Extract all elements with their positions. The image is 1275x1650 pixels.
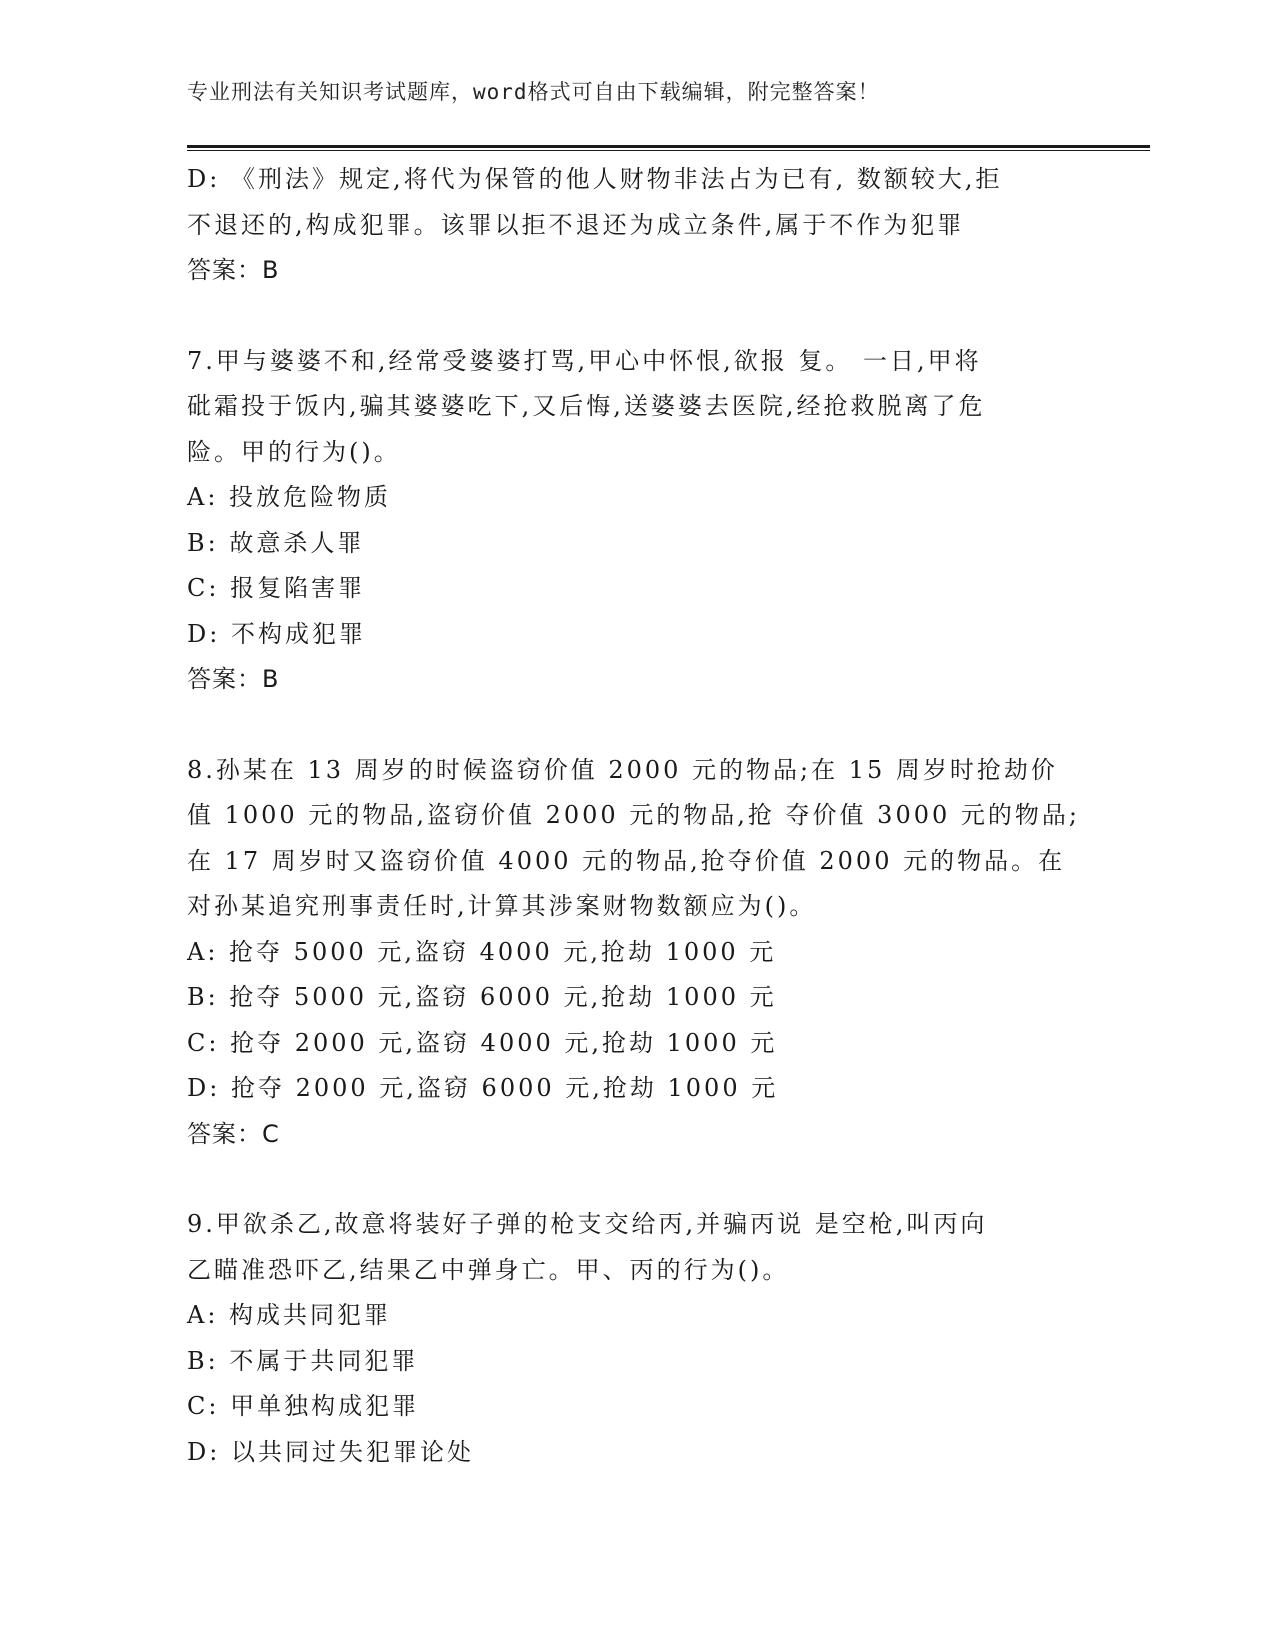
question-text-line: 7.甲与婆婆不和,经常受婆婆打骂,甲心中怀恨,欲报 复。 一日,甲将 <box>187 346 982 375</box>
option-b: B: 故意杀人罪 <box>187 528 365 557</box>
question-8 <box>187 748 1087 1158</box>
question-text-line: 8.孙某在 13 周岁的时候盗窃价值 2000 元的物品;在 15 周岁时抢劫价 <box>187 755 1058 784</box>
document-body <box>187 157 1087 1475</box>
page-header: 专业刑法有关知识考试题库，word格式可自由下载编辑，附完整答案！ <box>187 80 880 104</box>
option-d: D: 以共同过失犯罪论处 <box>187 1437 474 1466</box>
prev-question-tail <box>187 157 1087 294</box>
answer-label: 答案：B <box>187 256 280 284</box>
option-c: C: 报复陷害罪 <box>187 574 366 602</box>
option-a: A: 构成共同犯罪 <box>187 1301 392 1329</box>
option-d-line-2: 不退还的,构成犯罪。该罪以拒不退还为成立条件,属于不作为犯罪 <box>187 210 965 239</box>
option-a: A: 投放危险物质 <box>187 483 392 511</box>
question-text-line: 险。甲的行为()。 <box>187 437 401 466</box>
question-text-line: 9.甲欲杀乙,故意将装好子弹的枪支交给丙,并骗丙说 是空枪,叫丙向 <box>187 1210 988 1238</box>
question-text-line: 在 17 周岁时又盗窃价值 4000 元的物品,抢夺价值 2000 元的物品。在 <box>187 846 1066 875</box>
option-d-line-1: D: 《刑法》规定,将代为保管的他人财物非法占为已有, 数额较大,拒 <box>187 165 1003 193</box>
option-b: B: 不属于共同犯罪 <box>187 1346 419 1375</box>
question-text-line: 对孙某追究刑事责任时,计算其涉案财物数额应为()。 <box>187 892 817 920</box>
answer-label: 答案：B <box>187 665 280 693</box>
option-b: B: 抢夺 5000 元,盗窃 6000 元,抢劫 1000 元 <box>187 983 777 1011</box>
question-9 <box>187 1202 1087 1475</box>
option-c: C: 甲单独构成犯罪 <box>187 1392 420 1420</box>
question-text-line: 乙瞄准恐吓乙,结果乙中弹身亡。甲、丙的行为()。 <box>187 1255 790 1284</box>
option-d: D: 不构成犯罪 <box>187 619 366 648</box>
header-divider <box>187 145 1150 151</box>
question-7 <box>187 339 1087 703</box>
option-a: A: 抢夺 5000 元,盗窃 4000 元,抢劫 1000 元 <box>187 937 777 966</box>
option-d: D: 抢夺 2000 元,盗窃 6000 元,抢劫 1000 元 <box>187 1074 779 1102</box>
option-c: C: 抢夺 2000 元,盗窃 4000 元,抢劫 1000 元 <box>187 1028 778 1057</box>
question-text-line: 值 1000 元的物品,盗窃价值 2000 元的物品,抢 夺价值 3000 元的物品; <box>187 801 1080 829</box>
question-text-line: 砒霜投于饭内,骗其婆婆吃下,又后悔,送婆婆去医院,经抢救脱离了危 <box>187 392 986 420</box>
answer-label: 答案：C <box>187 1119 280 1148</box>
